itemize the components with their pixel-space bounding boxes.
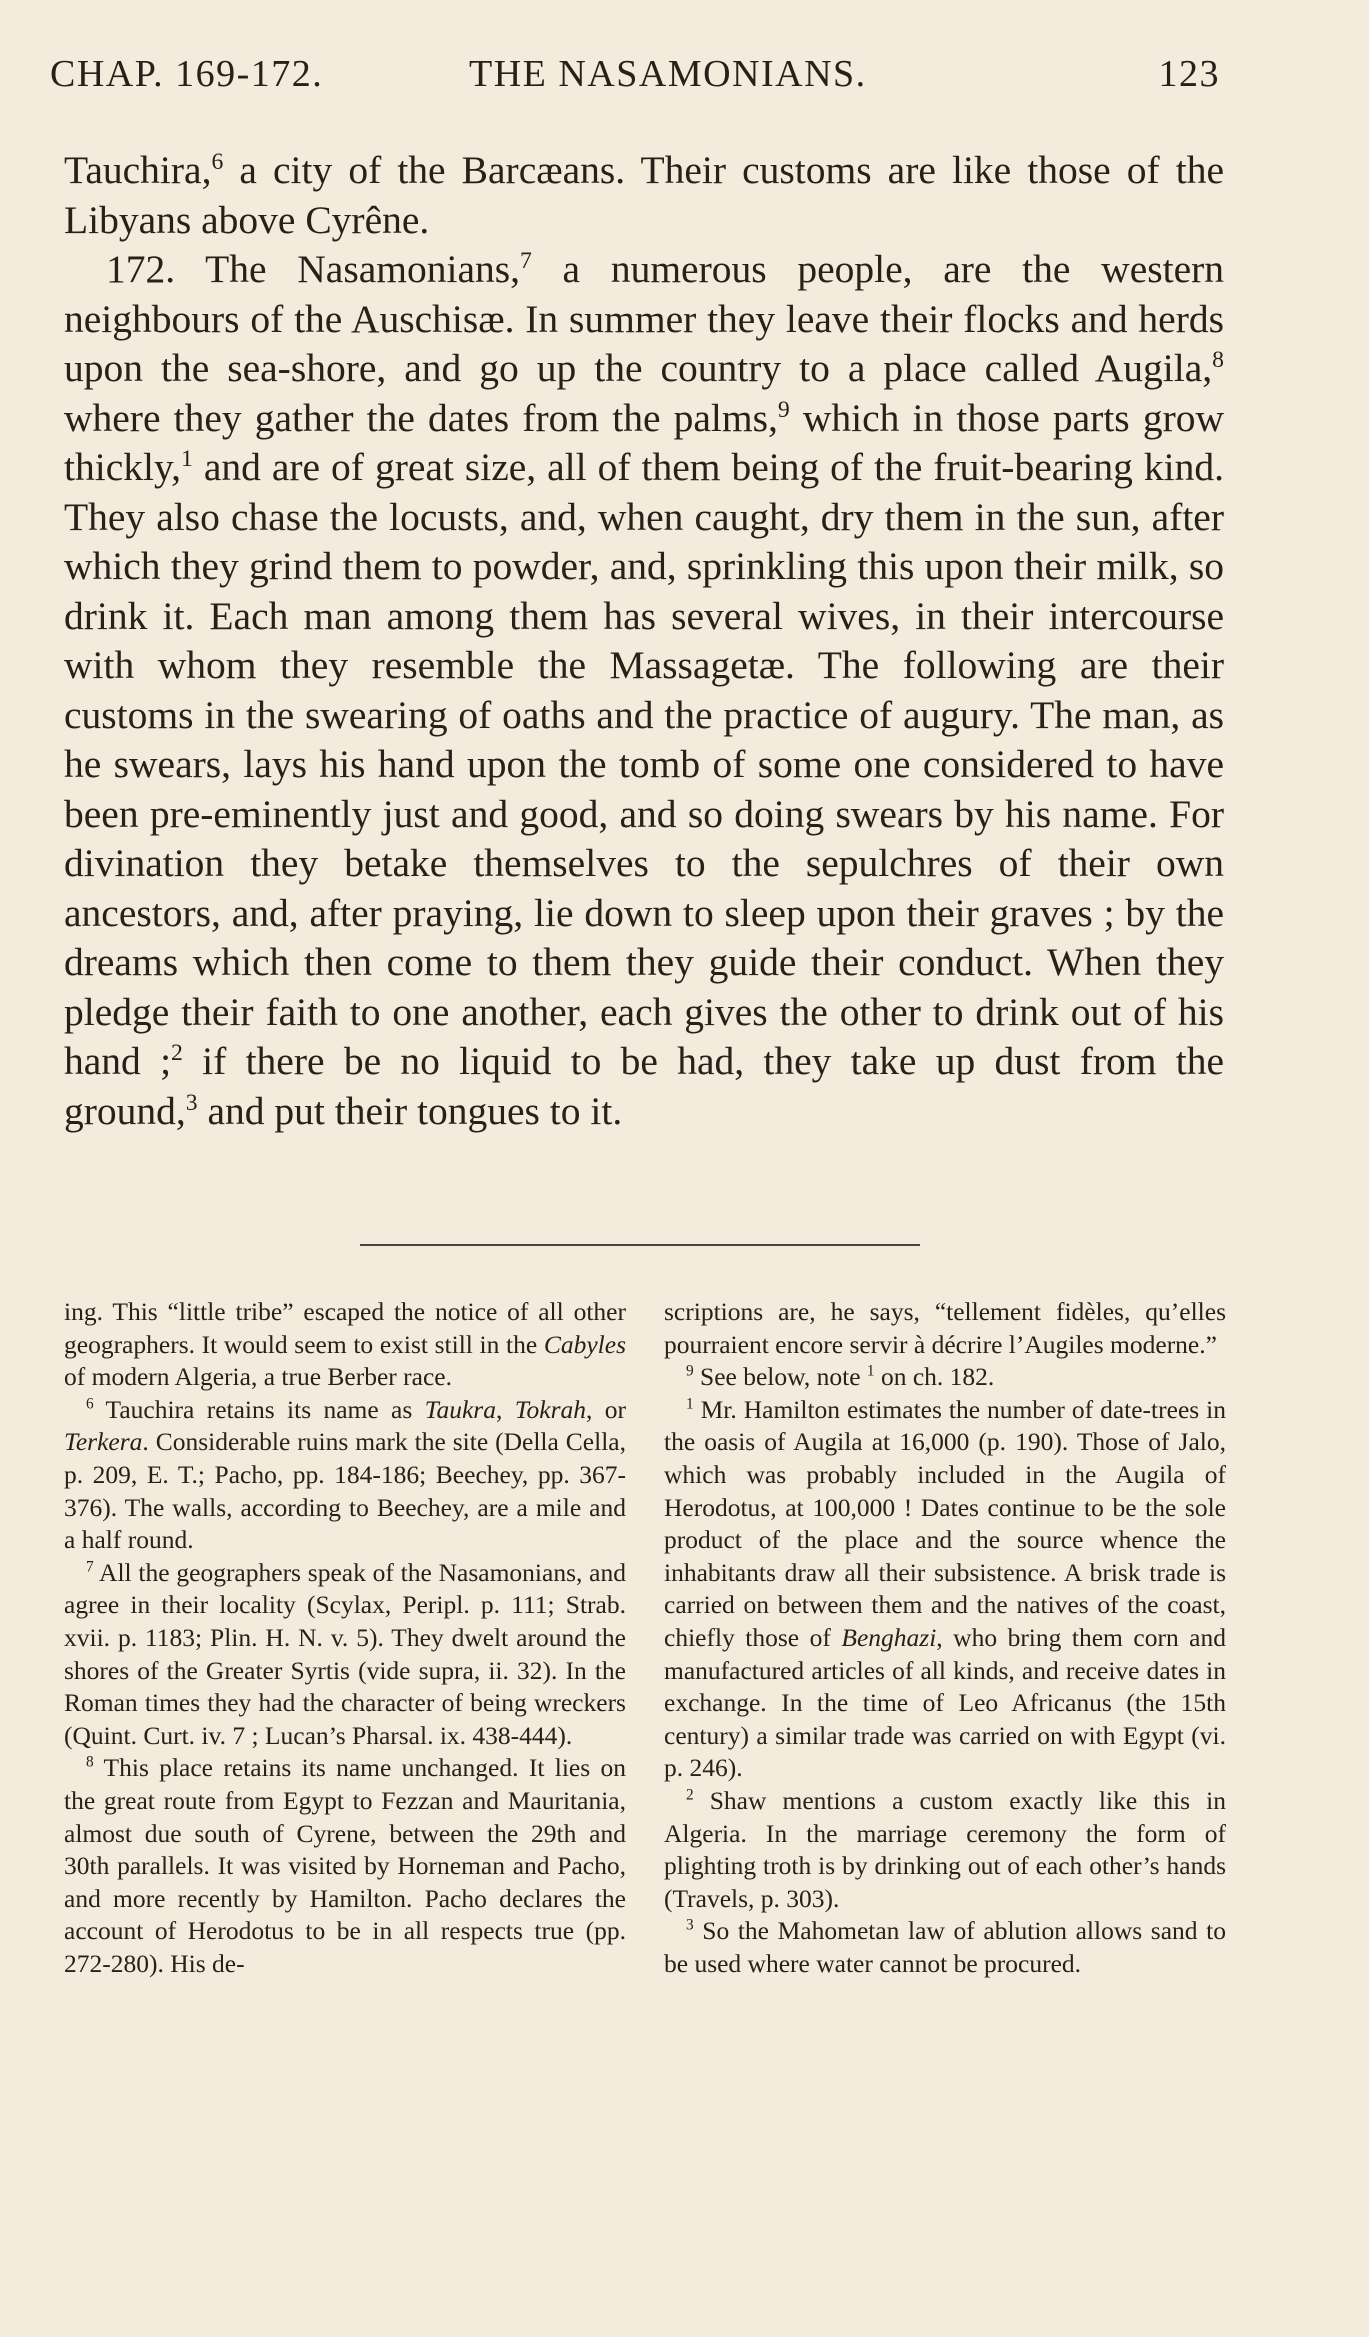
text-run: So the Mahometan law of ablution allows sand to be used where water cannot be procured. — [664, 1916, 1226, 1978]
footnote-number: 9 — [686, 1362, 694, 1380]
chapter-reference: CHAP. 169-172. — [50, 53, 324, 95]
text-run: and are of great size, all of them being of the fruit-bearing kind. They also chase the locusts, and, when caught, dry them in the sun, after which they grind them to powder, and, sprinkling this upon their milk, so drink it. Each man among them has several wives, in their intercourse with whom they resemble the Massagetæ. The following are their customs in the swearing of oaths and the practice of augury. The man, as he swears, lays his hand upon the tomb of some one considered to have been pre-eminently just and good, and so doing swears by his name. For divination they betake themselves to the sepulchres of their own ancestors, and, after praying, lie down to sleep upon their graves ; by the dreams which then come to them they guide their conduct. When they pledge their faith to one another, each gives the other to drink out of his hand ; — [64, 445, 1224, 1083]
footnote-ref-9: 9 — [777, 396, 790, 423]
text-run: a numerous people, are the western neighbours of the Auschisæ. In summer they leave their flocks and herds upon the sea-shore, and go up the country to a place called Augila, — [64, 247, 1225, 390]
main-text — [64, 146, 1224, 1136]
footnote-3 — [664, 1915, 1226, 1980]
footnote-ref-1: 1 — [181, 445, 193, 472]
footnote-continuation — [664, 1296, 1226, 1361]
text-run: See below, note — [693, 1362, 867, 1392]
text-run: 172. The Nasamonians, — [106, 247, 520, 291]
footnote-7 — [64, 1557, 626, 1753]
text-run: ing. This “little tribe” escaped the notice of all other geographers. It would seem to exist still in the — [64, 1297, 626, 1359]
italic-term: Cabyles — [543, 1329, 626, 1359]
text-run: Mr. Hamilton estimates the number of date-trees in the oasis of Augila at 16,000 (p. 190). Those of Jalo, which was probably included in the Augila of Herodotus, at 100,000 ! Dates continue to be the sole product of the place and the source whence the inhabitants draw all their subsistence. A brisk trade is carried on between them and the natives of the coast, chiefly those of — [664, 1394, 1226, 1652]
footnote-ref-3: 3 — [185, 1089, 198, 1116]
text-run: which in those parts grow thickly, — [64, 395, 1224, 489]
text-run: Shaw mentions a custom exactly like this in Algeria. In the marriage ceremony the form of plighting troth is by drinking out of each other’s hands (Travels, p. 303). — [664, 1785, 1226, 1913]
footnote-number: 2 — [686, 1786, 694, 1804]
footnote-1 — [664, 1394, 1226, 1785]
text-run: a city of the Barcæans. Their customs are like those of the Libyans above Cyrêne. — [64, 148, 1224, 242]
italic-term: Terkera — [64, 1427, 143, 1457]
italic-term: Tokrah — [514, 1394, 587, 1424]
footnote-6 — [64, 1394, 626, 1557]
footnote-number: 7 — [86, 1558, 94, 1576]
text-run: Tauchira retains its name as — [93, 1394, 425, 1424]
text-run: where they gather the dates from the palms, — [64, 395, 778, 440]
text-run: of modern Algeria, a true Berber race. — [64, 1362, 452, 1392]
text-run: All the geographers speak of the Nasamonians, and agree in their locality (Scylax, Peripl. p. 111; Strab. xvii. p. 1183; Plin. H. N. v. 5). They dwelt around the shores of the Greater Syrtis (vide supra, ii. 32). In the Roman times they had the character of being wreckers (Quint. Curt. iv. 7 ; Lucan’s Pharsal. ix. 438-444). — [64, 1557, 626, 1750]
footnote-number: 1 — [686, 1395, 694, 1413]
text-run: This place retains its name unchanged. It lies on the great route from Egypt to Fezzan and Mauritania, almost due south of Cyrene, between the 29th and 30th parallels. It was visited by Horneman and Pacho, and more recently by Hamilton. Pacho declares the account of Herodotus to be in all respects true (pp. 272-280). His de- — [64, 1753, 626, 1978]
footnote-divider — [360, 1244, 920, 1246]
paragraph-tauchira — [64, 146, 1224, 245]
page-number: 123 — [1158, 53, 1220, 95]
footnote-continuation — [64, 1296, 626, 1394]
footnote-9 — [664, 1361, 1226, 1394]
text-run: scriptions are, he says, “tellement fidèles, qu’elles pourraient encore servir à décrire l’Augiles moderne.” — [664, 1297, 1226, 1359]
footnote-number: 6 — [86, 1395, 94, 1413]
text-run: , or — [586, 1394, 626, 1424]
footnote-8 — [64, 1752, 626, 1980]
footnote-ref-7: 7 — [519, 247, 532, 274]
italic-term: Taukra — [424, 1394, 496, 1424]
page-title: THE NASAMONIANS. — [469, 53, 867, 95]
text-run: , who bring them corn and manufactured articles of all kinds, and receive dates in exchange. In the time of Leo Africanus (the 15th century) a similar trade was carried on with Egypt (vi. p. 246). — [664, 1622, 1227, 1783]
text-run: , — [495, 1394, 515, 1424]
text-run: Tauchira, — [64, 148, 212, 192]
text-run: if there be no liquid to be had, they take up dust from the ground, — [64, 1039, 1224, 1133]
text-run: on ch. 182. — [874, 1362, 995, 1392]
footnotes-right-column — [664, 1296, 1226, 1980]
italic-term: Benghazi — [841, 1622, 937, 1652]
paragraph-172 — [64, 245, 1224, 1136]
footnotes-left-column — [64, 1296, 626, 1980]
text-run: . Considerable ruins mark the site (Della Cella, p. 209, E. T.; Pacho, pp. 184-186; Beechey, pp. 367-376). The walls, according to Beechey, are a mile and a half round. — [64, 1427, 626, 1555]
footnote-ref-2: 2 — [171, 1039, 183, 1066]
footnote-ref-6: 6 — [211, 148, 224, 175]
footnote-ref: 1 — [866, 1362, 875, 1380]
text-run: and put their tongues to it. — [197, 1088, 623, 1133]
footnote-number: 3 — [686, 1916, 694, 1934]
footnote-number: 8 — [86, 1753, 94, 1771]
footnote-ref-8: 8 — [1212, 346, 1224, 373]
footnote-2 — [664, 1785, 1226, 1915]
